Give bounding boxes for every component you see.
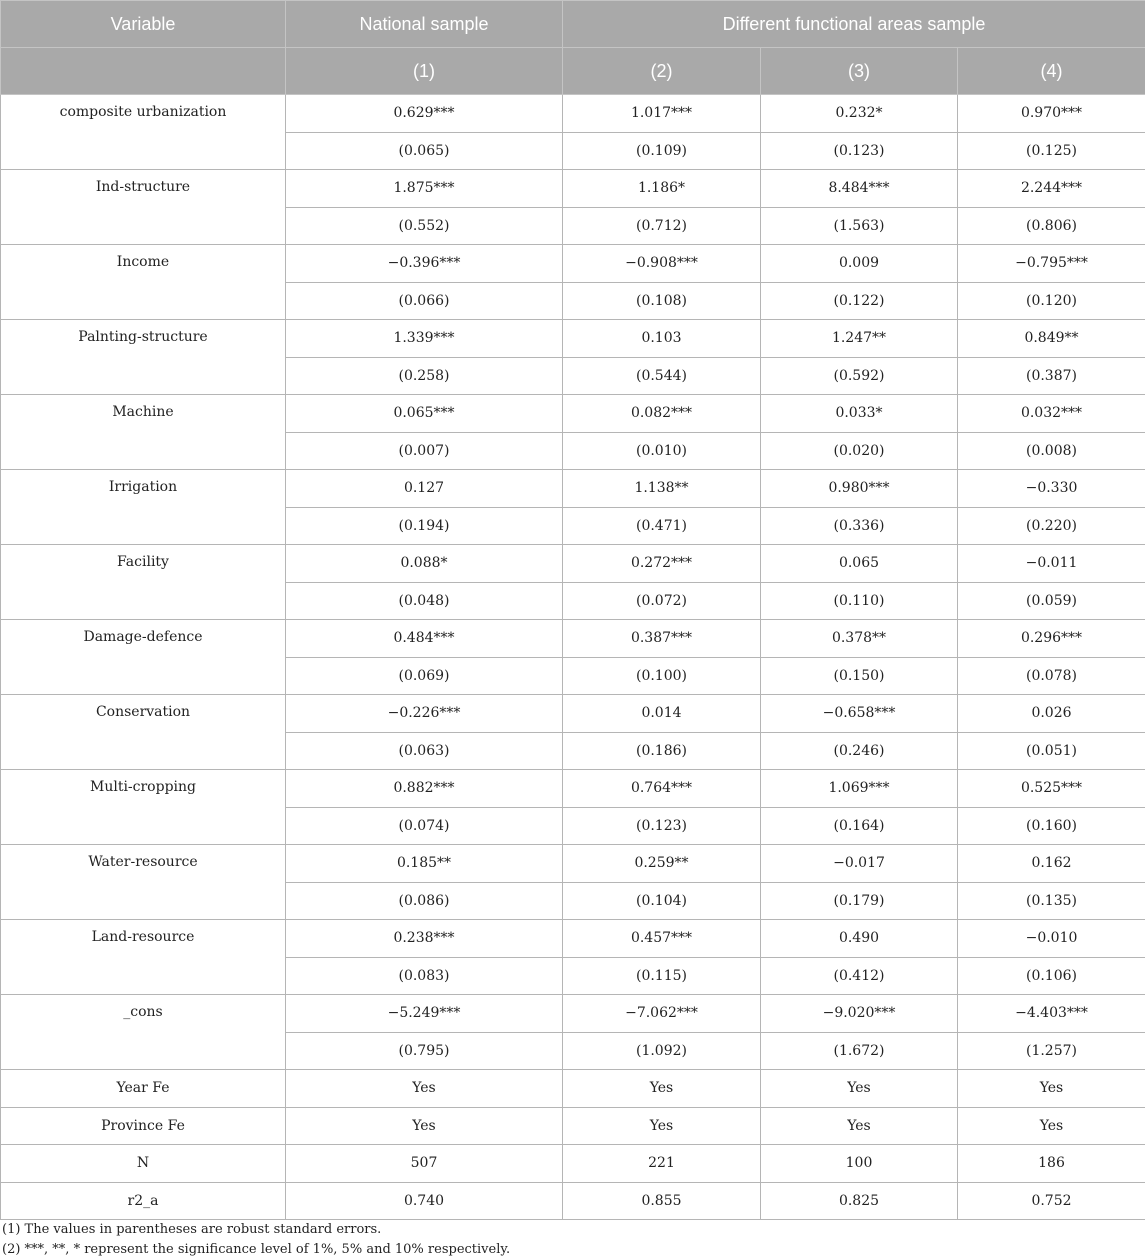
coefficient-cell: −4.403*** — [958, 995, 1145, 1033]
std-error-cell: (0.108) — [563, 282, 761, 320]
coefficient-cell: 0.378** — [761, 620, 958, 658]
coefficient-cell: 0.082*** — [563, 395, 761, 433]
header-col-3: (3) — [761, 48, 958, 95]
summary-value: Yes — [286, 1070, 563, 1108]
summary-row — [1, 1182, 1145, 1220]
std-error-cell: (1.563) — [761, 207, 958, 245]
summary-value: 221 — [563, 1145, 761, 1183]
std-error-cell: (0.471) — [563, 507, 761, 545]
coefficient-cell: 1.247** — [761, 320, 958, 358]
coefficient-cell: 0.970*** — [958, 95, 1145, 133]
std-error-cell: (0.552) — [286, 207, 563, 245]
coefficient-cell: −0.017 — [761, 845, 958, 883]
std-error-cell: (0.106) — [958, 957, 1145, 995]
std-error-cell: (0.104) — [563, 882, 761, 920]
std-error-cell: (0.008) — [958, 432, 1145, 470]
summary-label: r2_a — [1, 1182, 286, 1220]
std-error-cell: (0.069) — [286, 657, 563, 695]
std-error-cell: (0.387) — [958, 357, 1145, 395]
summary-value: 507 — [286, 1145, 563, 1183]
std-error-cell: (1.092) — [563, 1032, 761, 1070]
std-error-cell: (0.592) — [761, 357, 958, 395]
std-error-cell: (0.083) — [286, 957, 563, 995]
std-error-cell: (0.065) — [286, 132, 563, 170]
summary-value: 0.855 — [563, 1182, 761, 1220]
note-robust-se: (1) The values in parentheses are robust standard errors. — [2, 1222, 382, 1237]
std-error-cell: (0.072) — [563, 582, 761, 620]
coefficient-cell: 0.490 — [761, 920, 958, 958]
header-col-2: (2) — [563, 48, 761, 95]
variable-name: composite urbanization — [1, 95, 286, 170]
std-error-cell: (0.109) — [563, 132, 761, 170]
coefficient-cell: 1.069*** — [761, 770, 958, 808]
std-error-cell: (0.063) — [286, 732, 563, 770]
std-error-cell: (0.066) — [286, 282, 563, 320]
coef-row — [1, 545, 1145, 583]
coefficient-cell: 0.065 — [761, 545, 958, 583]
variable-name: Facility — [1, 545, 286, 620]
coefficient-cell: −0.795*** — [958, 245, 1145, 283]
std-error-cell: (0.078) — [958, 657, 1145, 695]
summary-label: Year Fe — [1, 1070, 286, 1108]
summary-row — [1, 1070, 1145, 1108]
coef-row — [1, 770, 1145, 808]
coefficient-cell: 8.484*** — [761, 170, 958, 208]
coefficient-cell: −0.908*** — [563, 245, 761, 283]
coefficient-cell: 0.162 — [958, 845, 1145, 883]
std-error-cell: (0.258) — [286, 357, 563, 395]
header-empty-cell — [1, 48, 286, 95]
variable-name: Machine — [1, 395, 286, 470]
summary-value: Yes — [958, 1070, 1145, 1108]
coefficient-cell: 0.103 — [563, 320, 761, 358]
std-error-cell: (0.186) — [563, 732, 761, 770]
coefficient-cell: −0.010 — [958, 920, 1145, 958]
std-error-cell: (0.100) — [563, 657, 761, 695]
summary-value: Yes — [563, 1070, 761, 1108]
coefficient-cell: −0.011 — [958, 545, 1145, 583]
coefficient-cell: 0.980*** — [761, 470, 958, 508]
std-error-cell: (0.806) — [958, 207, 1145, 245]
variable-name: Palnting-structure — [1, 320, 286, 395]
coefficient-cell: 0.387*** — [563, 620, 761, 658]
coefficient-cell: 0.457*** — [563, 920, 761, 958]
coef-row — [1, 470, 1145, 508]
summary-label: N — [1, 1145, 286, 1183]
coefficient-cell: 0.033* — [761, 395, 958, 433]
std-error-cell: (0.123) — [761, 132, 958, 170]
std-error-cell: (0.059) — [958, 582, 1145, 620]
std-error-cell: (0.110) — [761, 582, 958, 620]
std-error-cell: (0.412) — [761, 957, 958, 995]
variable-name: Irrigation — [1, 470, 286, 545]
coefficient-cell: 0.127 — [286, 470, 563, 508]
std-error-cell: (0.048) — [286, 582, 563, 620]
coefficient-cell: 0.026 — [958, 695, 1145, 733]
coef-row — [1, 245, 1145, 283]
std-error-cell: (0.051) — [958, 732, 1145, 770]
variable-name: Ind-structure — [1, 170, 286, 245]
std-error-cell: (0.246) — [761, 732, 958, 770]
std-error-cell: (0.795) — [286, 1032, 563, 1070]
summary-value: Yes — [761, 1070, 958, 1108]
coef-row — [1, 695, 1145, 733]
coef-row — [1, 995, 1145, 1033]
coef-row — [1, 395, 1145, 433]
coefficient-cell: 1.875*** — [286, 170, 563, 208]
coefficient-cell: 0.849** — [958, 320, 1145, 358]
coefficient-cell: 0.259** — [563, 845, 761, 883]
coefficient-cell: 0.014 — [563, 695, 761, 733]
coefficient-cell: 0.065*** — [286, 395, 563, 433]
header-functional-areas-sample: Different functional areas sample — [563, 1, 1145, 48]
std-error-cell: (0.336) — [761, 507, 958, 545]
coef-row — [1, 95, 1145, 133]
coefficient-cell: −0.396*** — [286, 245, 563, 283]
table-body — [1, 95, 1145, 1220]
coefficient-cell: −0.658*** — [761, 695, 958, 733]
summary-row — [1, 1145, 1145, 1183]
coefficient-cell: 1.339*** — [286, 320, 563, 358]
std-error-cell: (0.122) — [761, 282, 958, 320]
header-national-sample: National sample — [286, 1, 563, 48]
summary-value: Yes — [761, 1107, 958, 1145]
coefficient-cell: 1.186* — [563, 170, 761, 208]
coefficient-cell: 0.009 — [761, 245, 958, 283]
note-significance: (2) ***, **, * represent the significance level of 1%, 5% and 10% respectively. — [2, 1242, 511, 1257]
std-error-cell: (0.179) — [761, 882, 958, 920]
summary-value: 100 — [761, 1145, 958, 1183]
variable-name: Multi-cropping — [1, 770, 286, 845]
table-header — [1, 1, 1145, 95]
coef-row — [1, 845, 1145, 883]
std-error-cell: (0.010) — [563, 432, 761, 470]
coefficient-cell: −0.330 — [958, 470, 1145, 508]
coefficient-cell: 0.272*** — [563, 545, 761, 583]
coef-row — [1, 620, 1145, 658]
coefficient-cell: 2.244*** — [958, 170, 1145, 208]
table-notes — [2, 1220, 510, 1260]
coefficient-cell: −5.249*** — [286, 995, 563, 1033]
coefficient-cell: 0.882*** — [286, 770, 563, 808]
variable-name: Damage-defence — [1, 620, 286, 695]
summary-value: Yes — [563, 1107, 761, 1145]
summary-value: 0.740 — [286, 1182, 563, 1220]
coefficient-cell: 1.138** — [563, 470, 761, 508]
std-error-cell: (0.020) — [761, 432, 958, 470]
coefficient-cell: 0.185** — [286, 845, 563, 883]
std-error-cell: (0.135) — [958, 882, 1145, 920]
coefficient-cell: 0.629*** — [286, 95, 563, 133]
header-col-4: (4) — [958, 48, 1145, 95]
summary-row — [1, 1107, 1145, 1145]
variable-name: _cons — [1, 995, 286, 1070]
coef-row — [1, 920, 1145, 958]
std-error-cell: (1.257) — [958, 1032, 1145, 1070]
coefficient-cell: 0.764*** — [563, 770, 761, 808]
std-error-cell: (0.194) — [286, 507, 563, 545]
std-error-cell: (0.120) — [958, 282, 1145, 320]
std-error-cell: (0.544) — [563, 357, 761, 395]
variable-name: Water-resource — [1, 845, 286, 920]
std-error-cell: (0.150) — [761, 657, 958, 695]
coefficient-cell: 0.296*** — [958, 620, 1145, 658]
coef-row — [1, 320, 1145, 358]
std-error-cell: (0.160) — [958, 807, 1145, 845]
coefficient-cell: 0.484*** — [286, 620, 563, 658]
summary-value: Yes — [286, 1107, 563, 1145]
coefficient-cell: −0.226*** — [286, 695, 563, 733]
std-error-cell: (0.074) — [286, 807, 563, 845]
coefficient-cell: 1.017*** — [563, 95, 761, 133]
coefficient-cell: 0.525*** — [958, 770, 1145, 808]
coefficient-cell: −9.020*** — [761, 995, 958, 1033]
std-error-cell: (0.115) — [563, 957, 761, 995]
std-error-cell: (0.007) — [286, 432, 563, 470]
variable-name: Income — [1, 245, 286, 320]
header-variable: Variable — [1, 1, 286, 48]
variable-name: Land-resource — [1, 920, 286, 995]
variable-name: Conservation — [1, 695, 286, 770]
coefficient-cell: 0.232* — [761, 95, 958, 133]
summary-value: 0.752 — [958, 1182, 1145, 1220]
header-col-1: (1) — [286, 48, 563, 95]
std-error-cell: (0.220) — [958, 507, 1145, 545]
std-error-cell: (0.086) — [286, 882, 563, 920]
std-error-cell: (0.164) — [761, 807, 958, 845]
coefficient-cell: −7.062*** — [563, 995, 761, 1033]
coef-row — [1, 170, 1145, 208]
std-error-cell: (0.712) — [563, 207, 761, 245]
std-error-cell: (0.125) — [958, 132, 1145, 170]
summary-value: 0.825 — [761, 1182, 958, 1220]
coefficient-cell: 0.238*** — [286, 920, 563, 958]
std-error-cell: (0.123) — [563, 807, 761, 845]
summary-value: 186 — [958, 1145, 1145, 1183]
summary-label: Province Fe — [1, 1107, 286, 1145]
std-error-cell: (1.672) — [761, 1032, 958, 1070]
coefficient-cell: 0.088* — [286, 545, 563, 583]
coefficient-cell: 0.032*** — [958, 395, 1145, 433]
summary-value: Yes — [958, 1107, 1145, 1145]
